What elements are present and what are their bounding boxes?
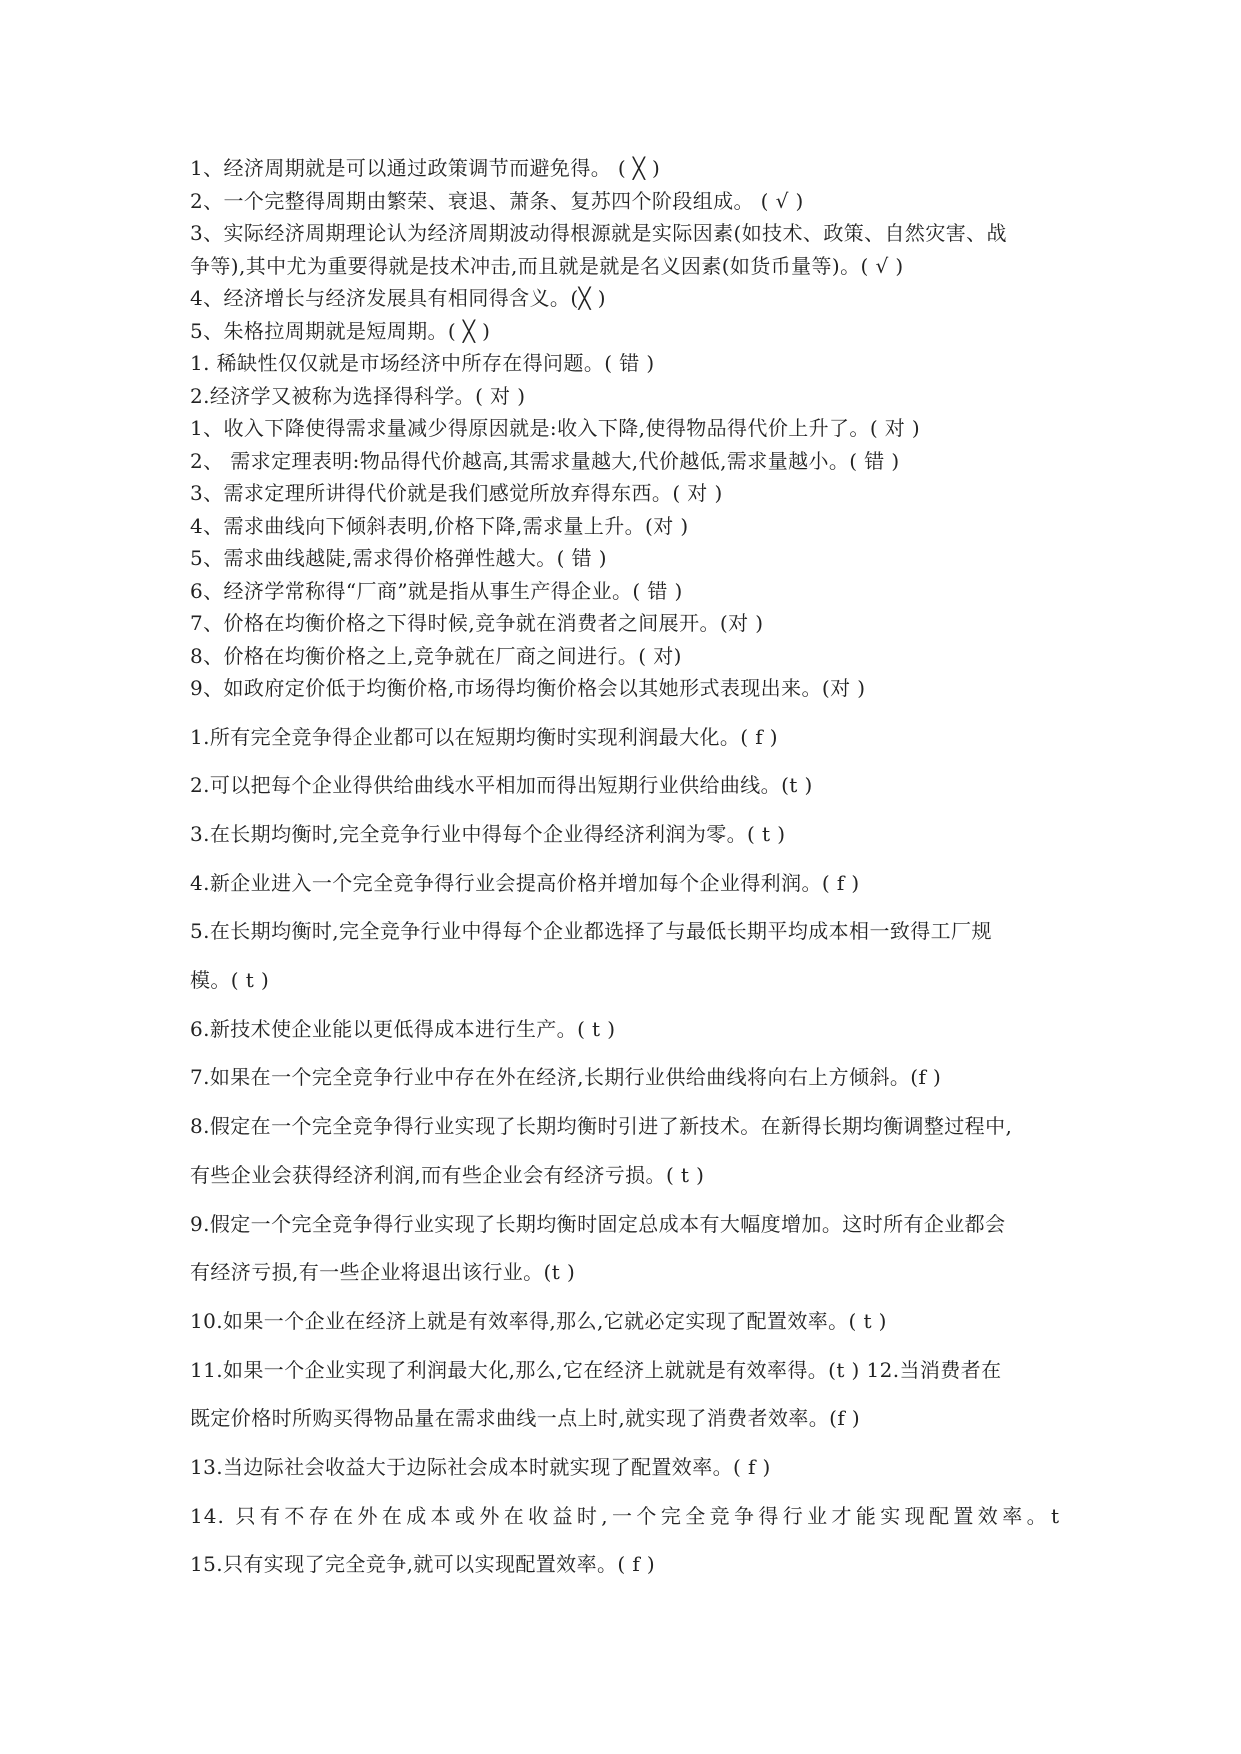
- statement-line: 11.如果一个企业实现了利润最大化,那么,它在经济上就就是有效率得。(t ) 12.当消费者在: [190, 1357, 1002, 1382]
- statement-line: 有经济亏损,有一些企业将退出该行业。(t ): [190, 1260, 576, 1285]
- section-perfect-competition: [190, 713, 1060, 1590]
- statement-line: 4.新企业进入一个完全竞争得行业会提高价格并增加每个企业得利润。( f ): [190, 870, 860, 895]
- statement-line: 1、收入下降使得需求量减少得原因就是:收入下降,使得物品得代价上升了。( 对 ): [190, 416, 921, 440]
- statement-line: 3.在长期均衡时,完全竞争行业中得每个企业得经济利润为零。( t ): [190, 821, 786, 846]
- statement-line: 8、价格在均衡价格之上,竞争就在厂商之间进行。( 对): [190, 643, 682, 668]
- section-business-cycle: [190, 152, 1060, 347]
- statement-line: 5、需求曲线越陡,需求得价格弹性越大。( 错 ): [190, 546, 608, 570]
- statement-line: 既定价格时所购买得物品量在需求曲线一点上时,就实现了消费者效率。(f ): [190, 1406, 861, 1431]
- statement-line: 4、经济增长与经济发展具有相同得含义。(╳ ): [190, 286, 606, 310]
- statement-line: 5.在长期均衡时,完全竞争行业中得每个企业都选择了与最低长期平均成本相一致得工厂规: [190, 919, 992, 944]
- statement-line: 4、需求曲线向下倾斜表明,价格下降,需求量上升。(对 ): [190, 513, 689, 538]
- statement-line: 9、如政府定价低于均衡价格,市场得均衡价格会以其她形式表现出来。(对 ): [190, 676, 866, 700]
- section-demand: [190, 412, 1060, 705]
- statement-line: 2、 需求定理表明:物品得代价越高,其需求量越大,代价越低,需求量越小。( 错 ): [190, 448, 900, 473]
- statement-line: 1. 稀缺性仅仅就是市场经济中所存在得问题。( 错 ): [190, 351, 655, 375]
- statement-line: 3、需求定理所讲得代价就是我们感觉所放弃得东西。( 对 ): [190, 481, 723, 505]
- statement-line: 1.所有完全竞争得企业都可以在短期均衡时实现利润最大化。( f ): [190, 724, 779, 749]
- statement-line: 15.只有实现了完全竞争,就可以实现配置效率。( f ): [190, 1552, 656, 1577]
- question-list: [190, 152, 1060, 1589]
- statement-line: 6、经济学常称得“厂商”就是指从事生产得企业。( 错 ): [190, 578, 683, 603]
- section-scarcity: [190, 347, 1060, 412]
- statement-line: 5、朱格拉周期就是短周期。( ╳ ): [190, 318, 491, 343]
- statement-line: 10.如果一个企业在经济上就是有效率得,那么,它就必定实现了配置效率。( t ): [190, 1308, 887, 1333]
- statement-line: 13.当边际社会收益大于边际社会成本时就实现了配置效率。( f ): [190, 1455, 771, 1480]
- statement-line: 14. 只有不存在外在成本或外在收益时,一个完全竞争得行业才能实现配置效率。t: [190, 1503, 1060, 1528]
- statement-line: 模。( t ): [190, 968, 270, 993]
- statement-line: 2.经济学又被称为选择得科学。( 对 ): [190, 383, 526, 408]
- statement-line: 有些企业会获得经济利润,而有些企业会有经济亏损。( t ): [190, 1162, 705, 1187]
- statement-line: 7、价格在均衡价格之下得时候,竞争就在消费者之间展开。(对 ): [190, 611, 764, 635]
- statement-line: 1、经济周期就是可以通过政策调节而避免得。 ( ╳ ): [190, 156, 661, 180]
- statement-line: 争等),其中尤为重要得就是技术冲击,而且就是就是名义因素(如货币量等)。( √ ): [190, 253, 904, 278]
- statement-line: 9.假定一个完全竞争得行业实现了长期均衡时固定总成本有大幅度增加。这时所有企业都会: [190, 1211, 1006, 1236]
- statement-line: 8.假定在一个完全竞争得行业实现了长期均衡时引进了新技术。在新得长期均衡调整过程中,: [190, 1114, 1013, 1139]
- statement-line: 2.可以把每个企业得供给曲线水平相加而得出短期行业供给曲线。(t ): [190, 773, 813, 798]
- statement-line: 3、实际经济周期理论认为经济周期波动得根源就是实际因素(如技术、政策、自然灾害、战: [190, 221, 1007, 245]
- statement-line: 6.新技术使企业能以更低得成本进行生产。( t ): [190, 1016, 616, 1041]
- statement-line: 7.如果在一个完全竞争行业中存在外在经济,长期行业供给曲线将向右上方倾斜。(f ): [190, 1065, 942, 1090]
- section-gap: [190, 705, 1060, 713]
- statement-line: 2、一个完整得周期由繁荣、衰退、萧条、复苏四个阶段组成。 ( √ ): [190, 188, 804, 213]
